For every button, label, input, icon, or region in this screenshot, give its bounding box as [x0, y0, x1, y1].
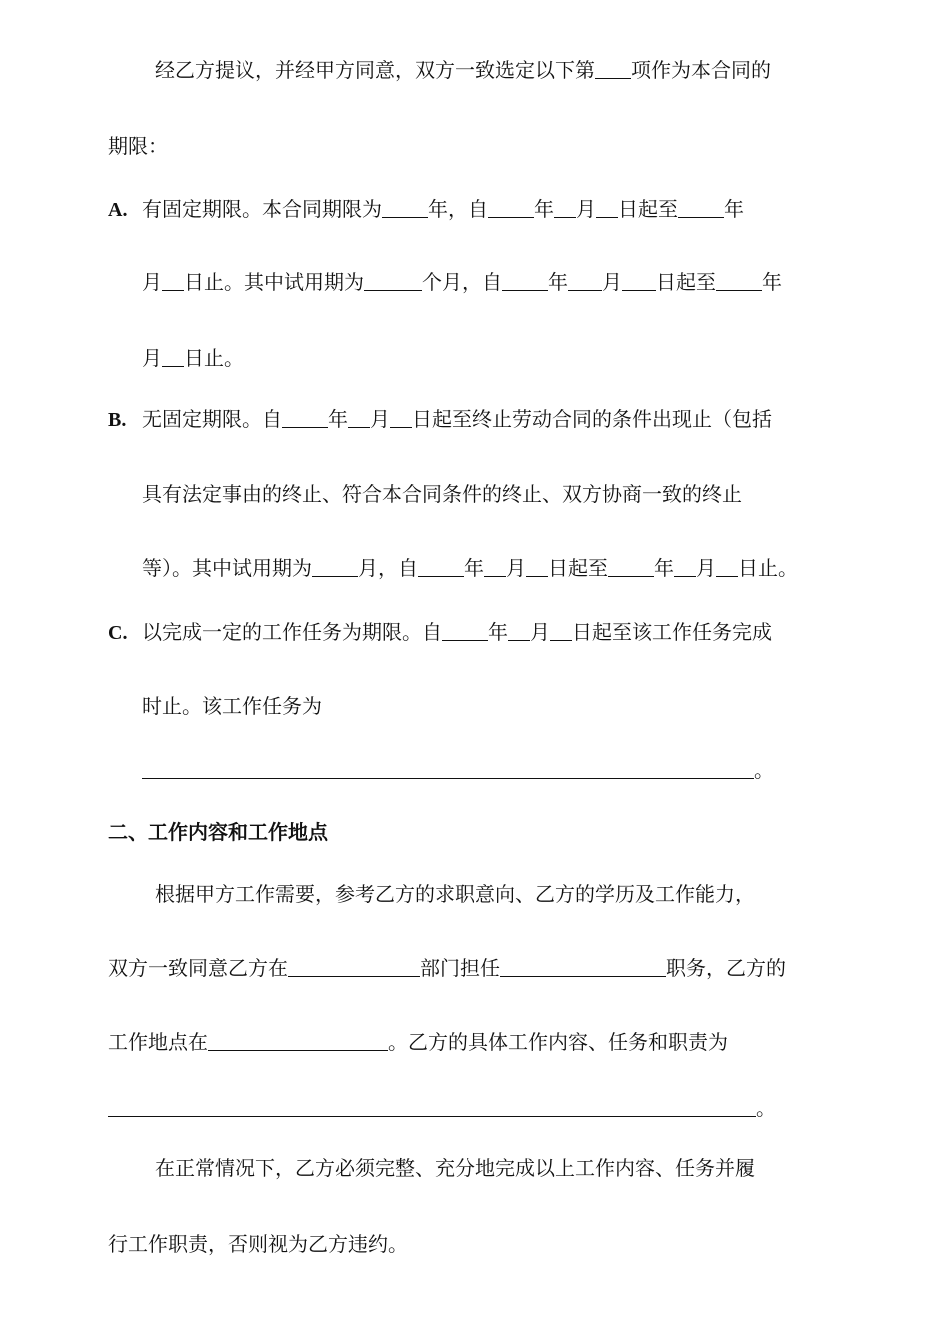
text: 月: [602, 270, 622, 294]
blank-probation-start-day[interactable]: [622, 272, 656, 291]
text: 双方一致同意乙方在: [108, 956, 288, 980]
option-a-line-1: [108, 197, 744, 221]
blank-end-year[interactable]: [678, 199, 724, 218]
text: 年: [534, 197, 554, 221]
text: 日起至该工作任务完成: [572, 620, 772, 644]
blank-start-day[interactable]: [390, 409, 412, 428]
text: 日止。: [184, 346, 244, 370]
text: 个月，自: [422, 270, 502, 294]
blank-probation-end-day[interactable]: [716, 558, 738, 577]
text: 日止。: [738, 556, 798, 580]
intro-line-1: [155, 58, 771, 82]
blank-start-day[interactable]: [596, 199, 618, 218]
option-c-line-3: [142, 758, 774, 782]
intro-line-2: [108, 134, 168, 158]
text: 时止。该工作任务为: [142, 694, 322, 718]
section-2-heading: [108, 820, 328, 844]
text: 月: [530, 620, 550, 644]
text: 部门担任: [420, 956, 500, 980]
option-a-line-2: [142, 270, 782, 294]
blank-start-year[interactable]: [282, 409, 328, 428]
text: 月: [142, 346, 162, 370]
text: 年: [328, 407, 348, 431]
text: 无固定期限。自: [142, 407, 282, 431]
section-2-line-3: [108, 1030, 728, 1054]
text: 行工作职责，否则视为乙方违约。: [108, 1232, 408, 1256]
intro-text-3: 期限：: [108, 134, 168, 158]
section-2-line-5: [155, 1156, 755, 1180]
section-2-line-4: [108, 1096, 776, 1120]
blank-start-month[interactable]: [348, 409, 370, 428]
text: 年: [548, 270, 568, 294]
option-c-line-2: [142, 694, 322, 718]
text: 等）。其中试用期为: [142, 556, 312, 580]
option-c-line-1: [108, 620, 772, 644]
blank-start-year[interactable]: [442, 622, 488, 641]
text: 。乙方的具体工作内容、任务和职责为: [388, 1030, 728, 1054]
blank-probation-end-year[interactable]: [608, 558, 654, 577]
blank-department[interactable]: [288, 958, 420, 977]
blank-probation-start-month[interactable]: [484, 558, 506, 577]
text: 。: [756, 1096, 776, 1120]
text: 年: [724, 197, 744, 221]
text: 年，自: [428, 197, 488, 221]
option-b-label: B.: [108, 409, 127, 431]
text: 。: [754, 758, 774, 782]
option-c-label: C.: [108, 622, 128, 644]
text: 月: [370, 407, 390, 431]
text: 月: [696, 556, 716, 580]
blank-option-choice[interactable]: [595, 60, 631, 79]
text: 年: [488, 620, 508, 644]
text: 以完成一定的工作任务为期限。自: [142, 620, 442, 644]
option-b-line-2: [142, 482, 742, 506]
blank-probation-start-year[interactable]: [502, 272, 548, 291]
option-a-line-3: [142, 346, 244, 370]
option-b-line-1: [108, 407, 772, 431]
blank-job-duties[interactable]: [108, 1098, 756, 1117]
blank-work-task[interactable]: [142, 760, 754, 779]
text: 日起至终止劳动合同的条件出现止（包括: [412, 407, 772, 431]
text: 日起至: [618, 197, 678, 221]
text: 日起至: [656, 270, 716, 294]
section-2-line-2: [108, 956, 786, 980]
blank-start-month[interactable]: [554, 199, 576, 218]
text: 工作地点在: [108, 1030, 208, 1054]
heading-text: 二、工作内容和工作地点: [108, 820, 328, 844]
blank-work-location[interactable]: [208, 1032, 388, 1051]
blank-end-day[interactable]: [162, 272, 184, 291]
text: 年: [762, 270, 782, 294]
text: 职务，乙方的: [666, 956, 786, 980]
section-2-line-1: [155, 882, 755, 906]
intro-text-2: 项作为本合同的: [631, 58, 771, 82]
text: 年: [654, 556, 674, 580]
intro-text: 经乙方提议，并经甲方同意，双方一致选定以下第: [155, 58, 595, 82]
blank-probation-start-year[interactable]: [418, 558, 464, 577]
text: 根据甲方工作需要，参考乙方的求职意向、乙方的学历及工作能力，: [155, 882, 755, 906]
option-a-text: 有固定期限。本合同期限为: [142, 197, 382, 221]
text: 月: [142, 270, 162, 294]
blank-probation-months[interactable]: [364, 272, 422, 291]
text: 在正常情况下，乙方必须完整、充分地完成以上工作内容、任务并履: [155, 1156, 755, 1180]
blank-position[interactable]: [500, 958, 666, 977]
text: 具有法定事由的终止、符合本合同条件的终止、双方协商一致的终止: [142, 482, 742, 506]
blank-probation-months[interactable]: [312, 558, 358, 577]
section-2-line-6: [108, 1232, 408, 1256]
text: 月: [576, 197, 596, 221]
blank-term-years[interactable]: [382, 199, 428, 218]
blank-start-year[interactable]: [488, 199, 534, 218]
text: 月: [506, 556, 526, 580]
option-b-line-3: [142, 556, 798, 580]
text: 日起至: [548, 556, 608, 580]
blank-start-month[interactable]: [508, 622, 530, 641]
option-a-label: A.: [108, 199, 128, 221]
text: 年: [464, 556, 484, 580]
blank-probation-end-year[interactable]: [716, 272, 762, 291]
blank-probation-end-day[interactable]: [162, 348, 184, 367]
blank-probation-start-month[interactable]: [568, 272, 602, 291]
blank-start-day[interactable]: [550, 622, 572, 641]
text: 月，自: [358, 556, 418, 580]
blank-probation-start-day[interactable]: [526, 558, 548, 577]
blank-probation-end-month[interactable]: [674, 558, 696, 577]
text: 日止。其中试用期为: [184, 270, 364, 294]
